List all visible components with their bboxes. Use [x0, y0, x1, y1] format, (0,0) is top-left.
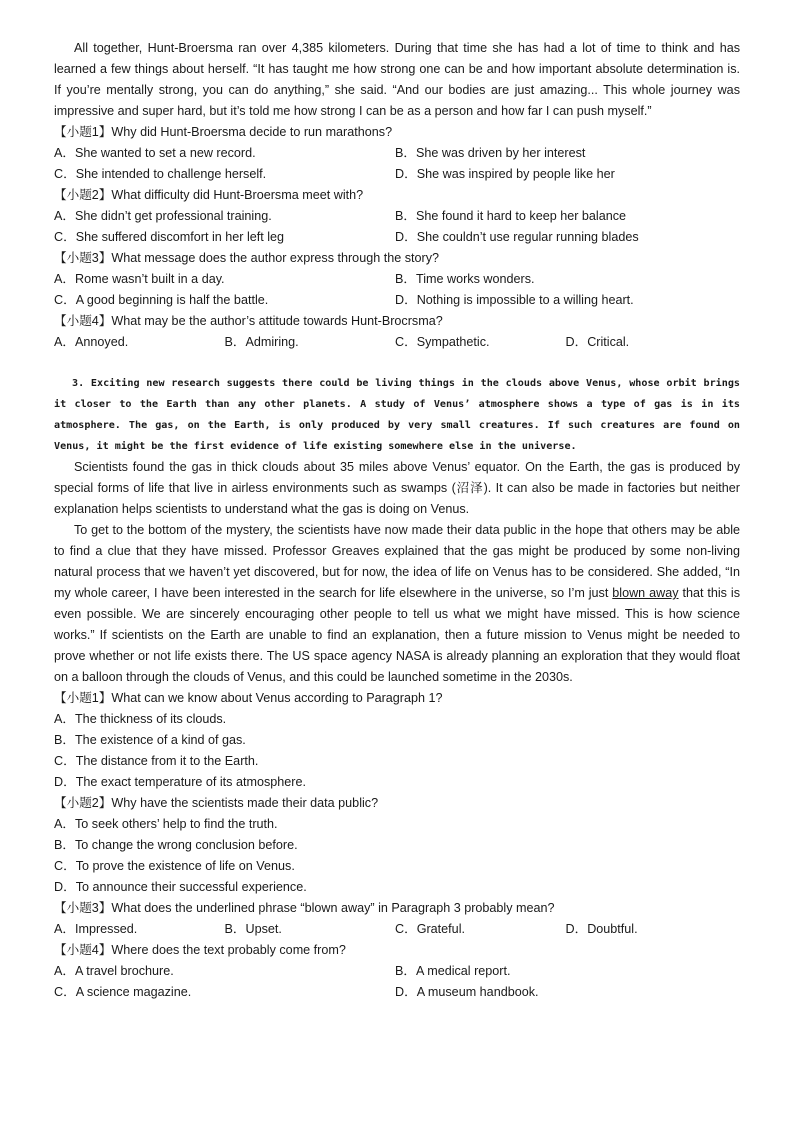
passage-2-question-2: [54, 185, 740, 248]
option-d: D．A museum handbook.: [395, 985, 539, 999]
option-a: A．A travel brochure.: [54, 964, 174, 978]
option-d: D．Doubtful.: [565, 922, 638, 936]
question-stem: 【小题2】Why have the scientists made their data public?: [54, 796, 379, 810]
option-c: C．A science magazine.: [54, 985, 192, 999]
option-a: A．Rome wasn’t built in a day.: [54, 272, 225, 286]
paragraph-text: that this is even possible. We are sincerely encouraging other people to tell us what we might have missed. This is how science works.” If scientists on the Earth are unable to find an explanation, then a future mission to Venus might be needed to prove whether or not life exists there. The US space agency NASA is already planning an exploration that they would float on a balloon through the clouds of Venus, and this could be launched sometime in the 2030s.: [54, 586, 740, 684]
option-b: B．A medical report.: [395, 964, 511, 978]
passage-3-intro: [54, 373, 740, 457]
option-c: C．She suffered discomfort in her left leg: [54, 230, 285, 244]
option-a: A．Impressed.: [54, 922, 138, 936]
option-b: B．Admiring.: [224, 335, 299, 349]
question-stem: 【小题4】Where does the text probably come from?: [54, 943, 346, 957]
option-a: A．Annoyed.: [54, 335, 129, 349]
option-c: C．Grateful.: [395, 922, 465, 936]
passage-3-question-1: [54, 688, 740, 793]
option-d: D．To announce their successful experience.: [54, 880, 307, 894]
passage-2-paragraph: All together, Hunt-Broersma ran over 4,385 kilometers. During that time she has had a lot of time to think and has learned a few things about herself. “It has taught me how strong one can be and how important absolute determination is. If you’re mentally strong, you can do anything,” she said. “And our bodies are just amazing... This whole journey was impressive and super hard, but it’s told me how strong I can be as a person and how far I can push myself.”: [54, 41, 740, 118]
question-stem: 【小题4】What may be the author’s attitude towards Hunt-Brocrsma?: [54, 314, 443, 328]
option-c: C．Sympathetic.: [395, 335, 490, 349]
option-a: A．The thickness of its clouds.: [54, 712, 227, 726]
option-a: A．She wanted to set a new record.: [54, 146, 256, 160]
question-stem: 【小题2】What difficulty did Hunt-Broersma meet with?: [54, 188, 364, 202]
passage-3-question-4: [54, 940, 740, 1003]
exam-page: [54, 38, 740, 1003]
option-c: C．To prove the existence of life on Venus.: [54, 859, 295, 873]
paragraph-text: To get to the bottom of the mystery, the scientists have now made their data public in the hope that others may be able to find a clue that they have missed. Professor Greaves explained that the gas might be produced by some non-living natural process that we haven’t yet discovered, but for now, the idea of life on Venus has to be considered. She added, “In my whole career, I have been interested in the search for life elsewhere in the universe, so I’m just: [54, 523, 740, 600]
option-b: B．She found it hard to keep her balance: [395, 209, 627, 223]
option-a: A．She didn’t get professional training.: [54, 209, 272, 223]
option-d: D．She was inspired by people like her: [395, 167, 615, 181]
passage-2-question-1: [54, 122, 740, 185]
option-b: B．The existence of a kind of gas.: [54, 733, 246, 747]
question-stem: 【小题3】What message does the author express through the story?: [54, 251, 440, 265]
option-b: B．Upset.: [224, 922, 282, 936]
passage-3-paragraph-2: Scientists found the gas in thick clouds about 35 miles above Venus’ equator. On the Earth, the gas is produced by special forms of life that live in airless environments such as swamps (沼泽). It can also be made in factories but neither explanation helps scientists to understand what the gas is doing on Venus.: [54, 460, 740, 516]
option-d: D．Critical.: [565, 335, 630, 349]
question-stem: 【小题1】Why did Hunt-Broersma decide to run marathons?: [54, 125, 393, 139]
option-a: A．To seek others’ help to find the truth.: [54, 817, 278, 831]
underlined-phrase: blown away: [612, 586, 679, 600]
option-d: D．The exact temperature of its atmosphere.: [54, 775, 306, 789]
option-d: D．She couldn’t use regular running blades: [395, 230, 639, 244]
passage-2-question-4: [54, 311, 740, 353]
option-d: D．Nothing is impossible to a willing heart.: [395, 293, 634, 307]
option-c: C．A good beginning is half the battle.: [54, 293, 269, 307]
passage-3-question-3: [54, 898, 740, 940]
option-b: B．She was driven by her interest: [395, 146, 586, 160]
passage-2-question-3: [54, 248, 740, 311]
passage-3-question-2: [54, 793, 740, 898]
option-c: C．She intended to challenge herself.: [54, 167, 267, 181]
passage-3-paragraph-3: [54, 520, 740, 688]
question-stem: 【小题1】What can we know about Venus according to Paragraph 1?: [54, 691, 443, 705]
option-b: B．To change the wrong conclusion before.: [54, 838, 298, 852]
question-stem: 【小题3】What does the underlined phrase “blown away” in Paragraph 3 probably mean?: [54, 901, 555, 915]
option-c: C．The distance from it to the Earth.: [54, 754, 259, 768]
passage-number: 3.: [72, 378, 85, 389]
passage-3-intro-text: Exciting new research suggests there could be living things in the clouds above Venus, whose orbit brings it closer to the Earth than any other planets. A study of Venus’ atmosphere shows a type of gas is in its atmosphere. The gas, on the Earth, is only produced by very small creatures. If such creatures are found on Venus, it might be the first evidence of life existing somewhere else in the universe.: [54, 378, 740, 452]
option-b: B．Time works wonders.: [395, 272, 535, 286]
